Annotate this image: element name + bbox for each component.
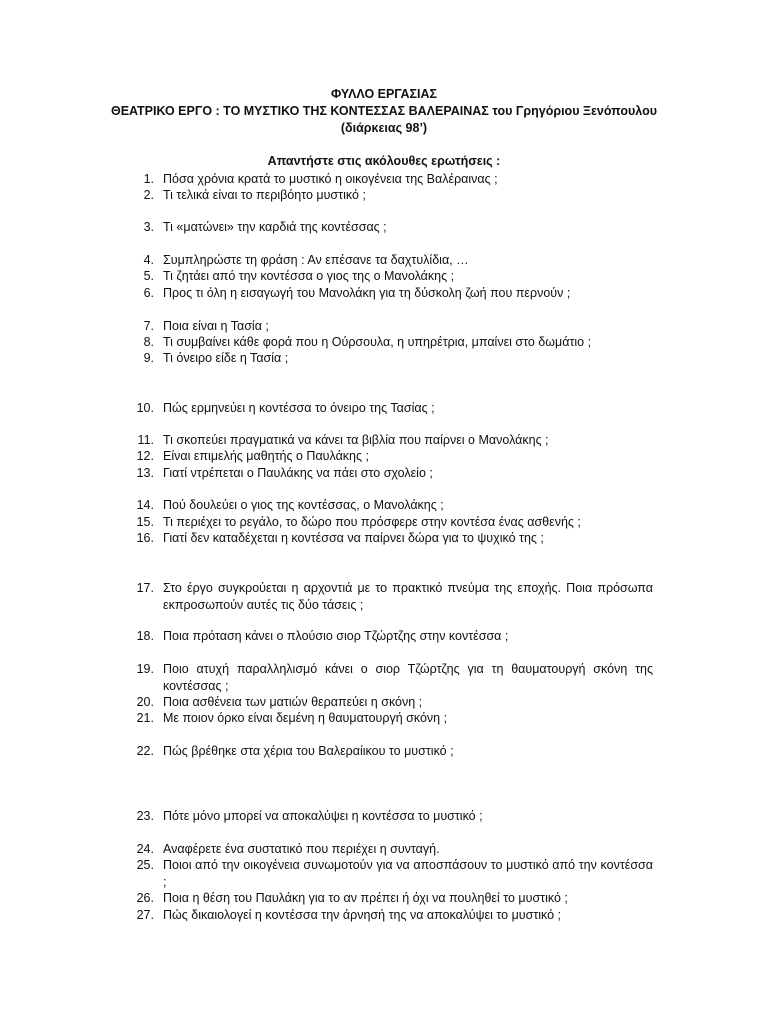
question-text: Πότε μόνο μπορεί να αποκαλύψει η κοντέσσα το μυστικό ; [163,809,483,823]
question-text: Ποια ασθένεια των ματιών θεραπεύει η σκόνη ; [163,695,423,709]
question-number: 8. [143,335,154,349]
question-text: Πού δουλεύει ο γιος της κοντέσσας, ο Μανολάκης ; [163,498,444,512]
question-number: 19. [136,662,154,676]
question-number: 2. [143,188,154,202]
question-number: 20. [136,695,154,709]
question-text: Πόσα χρόνια κρατά το μυστικό η οικογένεια της Βαλέραινας ; [163,172,498,186]
question-number: 24. [136,842,154,856]
question-text: Με ποιον όρκο είναι δεμένη η θαυματουργή σκόνη ; [163,711,448,725]
question-number: 3. [143,220,154,234]
question-number: 6. [143,286,154,300]
question-text: Ποιο ατυχή παραλληλισμό κάνει ο σιορ Τζώρτζης για τη θαυματουργή σκόνη της κοντέσσας ; [163,662,653,693]
question-text: Γιατί δεν καταδέχεται η κοντέσσα να παίρνει δώρα για το ψυχικό της ; [163,531,544,545]
question-text: Ποιοι από την οικογένεια συνωμοτούν για να αποσπάσουν το μυστικό από την κοντέσσα ; [163,858,653,889]
question-number: 14. [136,498,154,512]
question-number: 27. [136,908,154,922]
question-text: Πώς ερμηνεύει η κοντέσσα το όνειρο της Τασίας ; [163,401,435,415]
question-text: Τι τελικά είναι το περιβόητο μυστικό ; [163,188,366,202]
question-number: 12. [136,449,154,463]
play-title: ΘΕΑΤΡΙΚΟ ΕΡΓΟ : ΤΟ ΜΥΣΤΙΚΟ ΤΗΣ ΚΟΝΤΕΣΣΑΣ ΒΑΛΕΡΑΙΝΑΣ του Γρηγόριου Ξενόπουλου [111,104,657,118]
question-number: 16. [136,531,154,545]
question-text: Πώς δικαιολογεί η κοντέσσα την άρνησή της να αποκαλύψει το μυστικό ; [163,908,562,922]
question-text: Αναφέρετε ένα συστατικό που περιέχει η συνταγή. [163,842,440,856]
question-number: 11. [137,433,154,447]
duration: (διάρκειας 98’) [340,121,428,135]
question-number: 9. [143,351,154,365]
question-text: Γιατί ντρέπεται ο Παυλάκης να πάει στο σχολείο ; [163,466,433,480]
question-text: Ποια πρόταση κάνει ο πλούσιο σιορ Τζώρτζης στην κοντέσσα ; [163,629,509,643]
instructions: Απαντήστε στις ακόλουθες ερωτήσεις : [267,154,501,168]
question-number: 25. [136,858,154,872]
question-number: 21. [136,711,154,725]
question-text: Τι περιέχει το ρεγάλο, το δώρο που πρόσφερε στην κοντέσα ένας ασθενής ; [163,515,581,529]
question-number: 17. [136,581,154,595]
question-text: Συμπληρώστε τη φράση : Αν επέσανε τα δαχτυλίδια, … [163,253,469,267]
question-text: Πώς βρέθηκε στα χέρια του Βαλεραίικου το μυστικό ; [163,744,454,758]
question-text: Είναι επιμελής μαθητής ο Παυλάκης ; [163,449,369,463]
worksheet-title: ΦΥΛΛΟ ΕΡΓΑΣΙΑΣ [330,87,437,101]
question-text: Τι ζητάει από την κοντέσσα ο γιος της ο Μανολάκης ; [163,269,455,283]
question-text: Στο έργο συγκρούεται η αρχοντιά με το πρακτικό πνεύμα της εποχής. Ποια πρόσωπα εκπροσωπούν αυτές τις δύο τάσεις ; [163,581,653,612]
question-number: 1. [143,172,154,186]
question-number: 26. [136,891,154,905]
question-text: Προς τι όλη η εισαγωγή του Μανολάκη για τη δύσκολη ζωή που περνούν ; [163,286,571,300]
question-text: Ποια είναι η Τασία ; [163,319,269,333]
question-text: Τι όνειρο είδε η Τασία ; [163,351,289,365]
question-number: 7. [143,319,154,333]
question-number: 5. [143,269,154,283]
question-number: 4. [143,253,154,267]
question-text: Τι σκοπεύει πραγματικά να κάνει τα βιβλία που παίρνει ο Μανολάκης ; [163,433,549,447]
question-number: 10. [136,401,154,415]
question-text: Τι «ματώνει» την καρδιά της κοντέσσας ; [163,220,387,234]
question-number: 22. [136,744,154,758]
question-number: 15. [136,515,154,529]
question-number: 23. [136,809,154,823]
question-text: Τι συμβαίνει κάθε φορά που η Ούρσουλα, η υπηρέτρια, μπαίνει στο δωμάτιο ; [163,335,592,349]
question-number: 18. [136,629,154,643]
question-text: Ποια η θέση του Παυλάκη για το αν πρέπει ή όχι να πουληθεί το μυστικό ; [163,891,568,905]
question-number: 13. [136,466,154,480]
